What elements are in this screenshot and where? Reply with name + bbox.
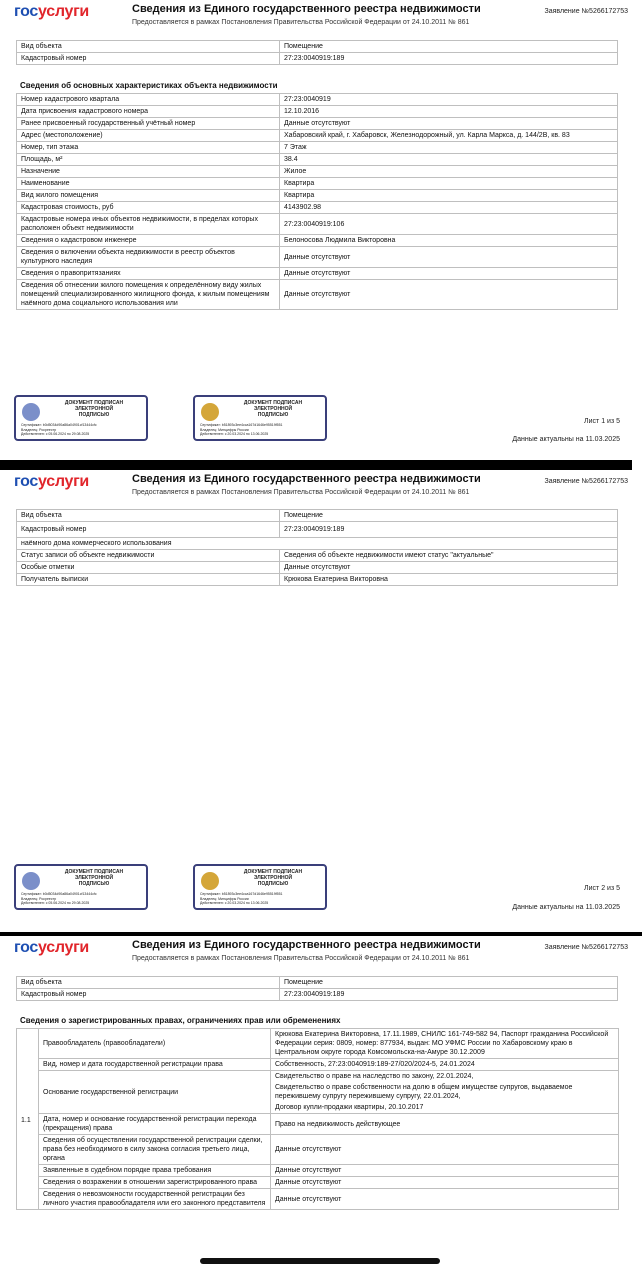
document-subtitle: Предоставляется в рамках Постановления Правительства Российской Федерации от 24.10.2011 № 861 [132,489,470,496]
table-row [17,142,618,154]
table-row [17,1059,619,1071]
document-title: Сведения из Единого государственного реестра недвижимости [132,473,481,485]
table-row [17,1165,619,1177]
stamp-title: ДОКУМЕНТ ПОДПИСАН ЭЛЕКТРОННОЙ ПОДПИСЬЮ [64,400,124,418]
rights-table [16,1028,619,1210]
table-row [17,166,618,178]
table-row [17,154,618,166]
row-label: Сведения о кадастровом инженере [17,235,280,247]
table-row [17,1029,619,1059]
table-row: Вид объекта Помещение [17,977,618,989]
row-value: Белоносова Людмила Викторовна [280,235,618,247]
row-value [271,1029,619,1059]
document-subtitle: Предоставляется в рамках Постановления Правительства Российской Федерации от 24.10.2011 № 861 [132,955,470,962]
row-label: Назначение [17,166,280,178]
table-row [17,214,618,235]
row-label: Сведения о невозможности государственной регистрации без личного участия правообладателя или его законного представителя [39,1189,271,1210]
eagle-emblem-icon [22,872,40,890]
gosuslugi-logo: госуслуги [14,3,89,20]
stamp-details: Сертификат: b51893c3ee4cca167d1646e95519f551 Владелец: Минцифры России Действителен: с 20.03.2024 по 13.06.2025 [200,892,283,905]
row-label: Основание государственной регистрации [39,1071,271,1114]
row-label: Сведения об отнесении жилого помещения к определённому виду жилых помещений специализированного жилищного фонда, к жилым помещениям наёмного дома социального использования или [17,280,280,310]
table-row [17,562,618,574]
value-line: Свидетельство о праве собственности на долю в общем имуществе супругов, выдаваемое пережившему супругу пережившему супругу, 22.01.2024, [275,1084,573,1100]
row-value: 38.4 [280,154,618,166]
table-row [17,1114,619,1135]
row-value: 4143902.98 [280,202,618,214]
table-row [17,1071,619,1114]
row-value: Данные отсутствуют [280,247,618,268]
table-row [17,178,618,190]
row-label: Вид жилого помещения [17,190,280,202]
characteristics-table [16,93,618,310]
object-status-table [16,509,618,586]
object-id-table [16,976,618,1001]
page-header [0,936,642,970]
row-label: Адрес (местоположение) [17,130,280,142]
page-3 [0,936,642,1246]
stamp-details: Сертификат: b51893c3ee4cca167d1646e95519f551 Владелец: Минцифры России Действителен: с 20.03.2024 по 13.06.2025 [200,423,283,436]
page-header [0,470,642,504]
value-line: Собственность, 27:23:0040919:189-27/020/2024-5, 24.01.2024 [275,1061,475,1068]
row-value: 27:23:0040919 [280,94,618,106]
document-title: Сведения из Единого государственного реестра недвижимости [132,3,481,15]
table-row [17,574,618,586]
value-line: Данные отсутствуют [275,1179,342,1186]
table-row: Вид объекта Помещение [17,41,618,53]
statement-number: Заявление №5266172753 [544,478,628,485]
row-label: Кадастровая стоимость, руб [17,202,280,214]
table-row [17,1177,619,1189]
value-line: Данные отсутствуют [275,1195,342,1203]
row-label: Сведения о возражении в отношении зарегистрированного права [39,1177,271,1189]
object-id-table [16,40,618,65]
row-label: Статус записи об объекте недвижимости [17,550,280,562]
row-value: Хабаровский край, г. Хабаровск, Железнодорожный, ул. Карла Маркса, д. 144/2В, кв. 83 [280,130,618,142]
table-row [17,118,618,130]
stamp-title: ДОКУМЕНТ ПОДПИСАН ЭЛЕКТРОННОЙ ПОДПИСЬЮ [64,869,124,887]
row-value: 12.10.2016 [280,106,618,118]
row-value: Данные отсутствуют [280,562,618,574]
record-index: 1.1 [17,1029,39,1210]
row-label: Номер, тип этажа [17,142,280,154]
row-label: Дата, номер и основание государственной регистрации перехода (прекращения) права [39,1114,271,1135]
row-value: Данные отсутствуют [280,118,618,130]
table-row [17,550,618,562]
row-value: Квартира [280,178,618,190]
row-value [271,1177,619,1189]
value-line: Договор купли-продажи квартиры, 20.10.2017 [275,1104,424,1111]
table-row [17,130,618,142]
row-value: Квартира [280,190,618,202]
value-line: Данные отсутствуют [275,1146,342,1153]
row-label: Правообладатель (правообладатели) [39,1029,271,1059]
row-label: Сведения об осуществлении государственной регистрации сделки, права без необходимого в силу закона согласия третьего лица, органа [39,1135,271,1165]
row-label: Вид, номер и дата государственной регистрации права [39,1059,271,1071]
page-counter: Лист 2 из 5 [584,885,620,892]
statement-number: Заявление №5266172753 [544,8,628,15]
table-row: наёмного дома коммерческого использования [17,538,618,550]
page-2 [0,470,642,932]
table-row [17,1135,619,1165]
table-row [17,94,618,106]
eagle-emblem-icon [201,403,219,421]
signature-stamp-mincifry [193,864,327,910]
data-actual-date: Данные актуальны на 11.03.2025 [512,904,620,911]
table-row: Кадастровый номер 27:23:0040919:189 [17,53,618,65]
table-row: Вид объекта Помещение [17,510,618,522]
row-value: Сведения об объекте недвижимости имеют статус "актуальные" [280,550,618,562]
table-row [17,247,618,268]
home-indicator[interactable] [200,1258,440,1264]
page-1 [0,0,642,460]
statement-number: Заявление №5266172753 [544,944,628,951]
row-value [271,1189,619,1210]
value-line: Свидетельство о праве на наследство по закону, 22.01.2024, [275,1073,474,1080]
row-value [271,1135,619,1165]
row-value: 7 Этаж [280,142,618,154]
signature-stamp-rosreestr [14,395,148,441]
value-line: Право на недвижимость действующее [275,1120,401,1128]
signature-stamp-mincifry [193,395,327,441]
row-label: Сведения о правопритязаниях [17,268,280,280]
row-label: Наименование [17,178,280,190]
table-row: Кадастровый номер 27:23:0040919:189 [17,989,618,1001]
row-label: Сведения о включении объекта недвижимости в реестр объектов культурного наследия [17,247,280,268]
row-value: Данные отсутствуют [280,268,618,280]
section-title: Сведения о зарегистрированных правах, ограничениях прав или обременениях [20,1016,341,1025]
table-row [17,280,618,310]
stamp-title: ДОКУМЕНТ ПОДПИСАН ЭЛЕКТРОННОЙ ПОДПИСЬЮ [243,400,303,418]
table-row [17,235,618,247]
row-label: Ранее присвоенный государственный учётный номер [17,118,280,130]
data-actual-date: Данные актуальны на 11.03.2025 [512,436,620,443]
row-label: Кадастровые номера иных объектов недвижимости, в пределах которых расположен объект недвижимости [17,214,280,235]
row-value: Данные отсутствуют [280,280,618,310]
table-row: Кадастровый номер 27:23:0040919:189 [17,522,618,538]
row-value: 27:23:0040919:106 [280,214,618,235]
page-header [0,0,642,34]
signature-stamp-rosreestr [14,864,148,910]
value-line: Крюкова Екатерина Викторовна, 17.11.1989, СНИЛС 161-749-582 94, Паспорт гражданина Российской Федерации серия: 0809, номер: 877934, выдан: МО УФМС России по Хабаровскому краю в Центральном округе города Комсомольска-на-Амуре 30.12.2009 [275,1031,609,1056]
row-value [271,1059,619,1071]
document-subtitle: Предоставляется в рамках Постановления Правительства Российской Федерации от 24.10.2011 № 861 [132,19,470,26]
row-label: Дата присвоения кадастрового номера [17,106,280,118]
table-row [17,268,618,280]
row-value: Крюкова Екатерина Викторовна [280,574,618,586]
row-label: Получатель выписки [17,574,280,586]
eagle-emblem-icon [22,403,40,421]
row-label: Номер кадастрового квартала [17,94,280,106]
value-line: Данные отсутствуют [275,1167,342,1174]
table-row [17,190,618,202]
row-label: Особые отметки [17,562,280,574]
row-value [271,1165,619,1177]
document-title: Сведения из Единого государственного реестра недвижимости [132,939,481,951]
table-row [17,106,618,118]
row-value [271,1071,619,1114]
section-title: Сведения об основных характеристиках объекта недвижимости [20,81,278,90]
row-value [271,1114,619,1135]
gosuslugi-logo: госуслуги [14,473,89,490]
eagle-emblem-icon [201,872,219,890]
stamp-title: ДОКУМЕНТ ПОДПИСАН ЭЛЕКТРОННОЙ ПОДПИСЬЮ [243,869,303,887]
stamp-details: Сертификат: b0d5034d90a86a04901cf13444cfc Владелец: Росреестр Действителен: с 05.06.2024 по 29.08.2025 [21,423,97,436]
page-counter: Лист 1 из 5 [584,418,620,425]
table-row [17,1189,619,1210]
row-value: Жилое [280,166,618,178]
gosuslugi-logo: госуслуги [14,939,89,956]
row-label: Заявленные в судебном порядке права требования [39,1165,271,1177]
stamp-details: Сертификат: b0d5034d90a86a04901cf13444cfc Владелец: Росреестр Действителен: с 05.06.2024 по 29.08.2025 [21,892,97,905]
table-row [17,202,618,214]
page-separator [0,460,642,470]
row-label: Площадь, м² [17,154,280,166]
